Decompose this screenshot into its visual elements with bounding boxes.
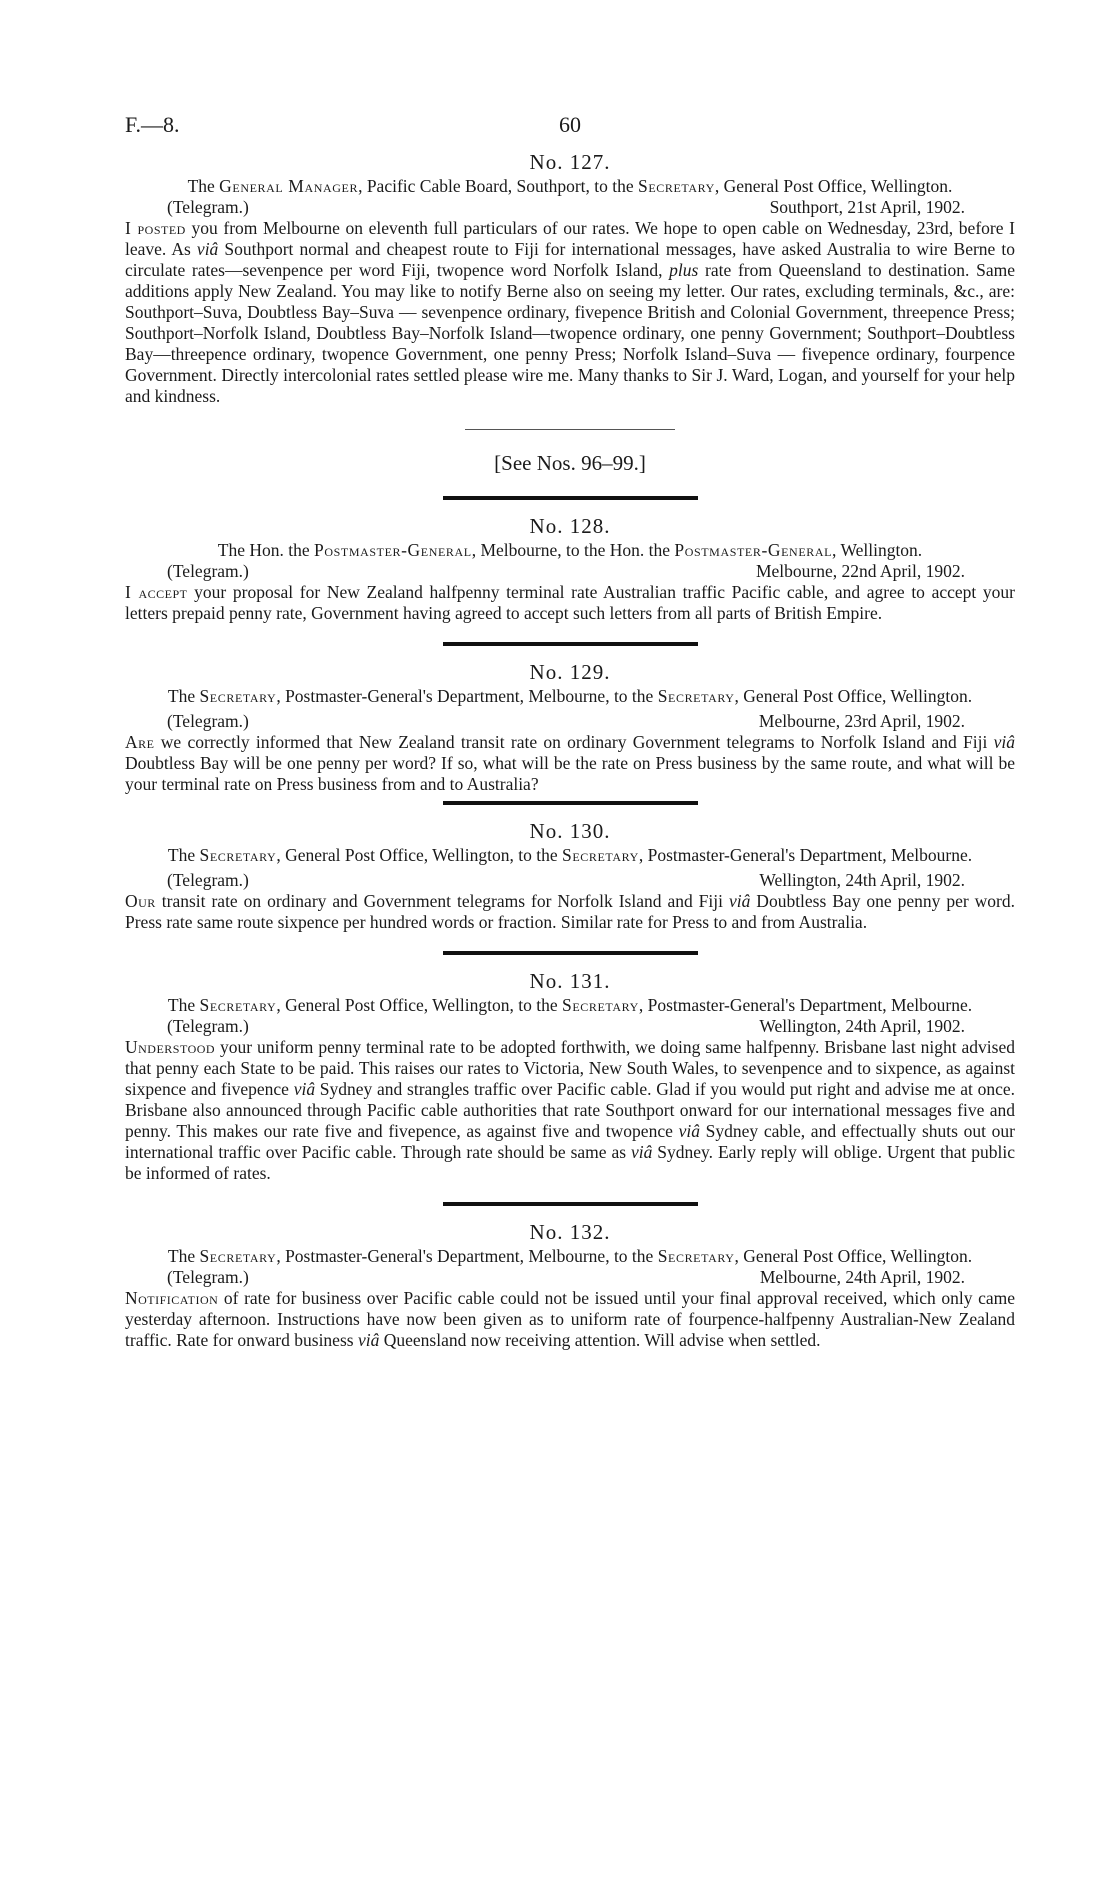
thin-divider <box>465 429 675 430</box>
section-title: No. 130. <box>529 819 611 843</box>
section-title: No. 132. <box>529 1220 611 1244</box>
section-address: The Secretary, General Post Office, Wellington, to the Secretary, Postmaster-General's Department, Melbourne. <box>167 995 973 1015</box>
message-body: Understood your uniform penny terminal rate to be adopted forthwith, we doing same halfpenny. Brisbane last night advised that penny each State to be paid. This raises our rates to Victoria, New South Wales, to sevenpence and to sixpence, as against sixpence and fivepence viâ Sydney and strangles traffic over Pacific cable. Glad if you would put right and advise me at once. Brisbane also announced through Pacific cable authorities that rate Southport onward for our international messages five and penny. This makes our rate five and fivepence, as against five and twopence viâ Sydney cable, and effectually shuts out our international traffic over Pacific cable. Through rate should be same as viâ Sydney. Early reply will oblige. Urgent that public be informed of rates. <box>125 1037 1016 1183</box>
telegram-line <box>125 870 1015 891</box>
document-page <box>125 108 1015 1351</box>
section-divider <box>443 1202 698 1206</box>
page-header <box>125 108 1015 148</box>
section-title: No. 128. <box>529 514 611 538</box>
message-body: I accept your proposal for New Zealand halfpenny terminal rate Australian traffic Pacific cable, and agree to accept your letters prepaid penny rate, Government having agreed to accept such letters from all parts of British Empire. <box>125 582 1015 623</box>
cross-reference: [See Nos. 96–99.] <box>494 451 646 475</box>
page-number: 60 <box>559 112 581 137</box>
document-reference: F.—8. <box>125 112 180 137</box>
dateline: Southport, 21st April, 1902. <box>769 197 965 217</box>
section-address: The Secretary, General Post Office, Wellington, to the Secretary, Postmaster-General's Department, Melbourne. <box>167 845 973 865</box>
telegram-label: (Telegram.) <box>167 711 249 731</box>
telegram-section-132 <box>125 1218 1015 1351</box>
telegram-section-130 <box>125 817 1015 933</box>
section-divider <box>443 801 698 805</box>
section-divider <box>443 496 698 500</box>
dateline: Wellington, 24th April, 1902. <box>759 1016 965 1036</box>
telegram-label: (Telegram.) <box>167 197 249 217</box>
telegram-label: (Telegram.) <box>167 561 249 581</box>
telegram-section-128 <box>125 512 1015 624</box>
telegram-section-127 <box>125 148 1015 407</box>
telegram-line <box>125 1016 1015 1037</box>
telegram-label: (Telegram.) <box>167 1016 249 1036</box>
section-title: No. 129. <box>529 660 611 684</box>
telegram-line <box>125 1267 1015 1288</box>
dateline: Melbourne, 22nd April, 1902. <box>755 561 965 581</box>
dateline: Wellington, 24th April, 1902. <box>759 870 965 890</box>
section-title: No. 131. <box>529 969 611 993</box>
telegram-label: (Telegram.) <box>167 870 249 890</box>
telegram-section-131 <box>125 967 1015 1184</box>
telegram-section-129 <box>125 658 1015 795</box>
section-address: The Secretary, Postmaster-General's Department, Melbourne, to the Secretary, General Post Office, Wellington. <box>167 1246 973 1266</box>
telegram-label: (Telegram.) <box>167 1267 249 1287</box>
telegram-line <box>125 561 1015 582</box>
message-body: Notification of rate for business over Pacific cable could not be issued until your final approval received, which only came yesterday afternoon. Instructions have now been given as to uniform rate of fourpence-halfpenny Australian-New Zealand traffic. Rate for onward business viâ Queensland now receiving attention. Will advise when settled. <box>125 1288 1015 1350</box>
telegram-line <box>125 197 1015 218</box>
section-address: The Secretary, Postmaster-General's Department, Melbourne, to the Secretary, General Post Office, Wellington. <box>167 686 973 706</box>
section-address: The General Manager, Pacific Cable Board, Southport, to the Secretary, General Post Office, Wellington. <box>187 176 953 196</box>
dateline: Melbourne, 24th April, 1902. <box>759 1267 965 1287</box>
message-body: Are we correctly informed that New Zealand transit rate on ordinary Government telegrams to Norfolk Island and Fiji viâ Doubtless Bay will be one penny per word? If so, what will be the rate on Press business by the same route, and what will be your terminal rate on Press business from and to Australia? <box>125 732 1015 794</box>
message-body: I posted you from Melbourne on eleventh full particulars of our rates. We hope to open cable on Wednesday, 23rd, before I leave. As viâ Southport normal and cheapest route to Fiji for international messages, have asked Australia to wire Berne to circulate rates—sevenpence per word Fiji, twopence word Norfolk Island, plus rate from Queensland to destination. Same additions apply New Zealand. You may like to notify Berne also on seeing my letter. Our rates, excluding terminals, &c., are: Southport–Suva, Doubtless Bay–Suva — sevenpence ordinary, fivepence British and Colonial Government, threepence Press; Southport–Norfolk Island, Doubtless Bay–Norfolk Island—twopence ordinary, one penny Government; Southport–Doubtless Bay—threepence ordinary, twopence Government, one penny Press; Norfolk Island–Suva — fivepence ordinary, fourpence Government. Directly intercolonial rates settled please wire me. Many thanks to Sir J. Ward, Logan, and yourself for your help and kindness. <box>125 218 1015 406</box>
section-divider <box>443 642 698 646</box>
section-address: The Hon. the Postmaster-General, Melbourne, to the Hon. the Postmaster-General, Wellington. <box>217 540 923 560</box>
section-divider <box>443 951 698 955</box>
dateline: Melbourne, 23rd April, 1902. <box>758 711 965 731</box>
section-title: No. 127. <box>529 150 611 174</box>
message-body: Our transit rate on ordinary and Government telegrams for Norfolk Island and Fiji viâ Doubtless Bay one penny per word. Press rate same route sixpence per hundred words or fraction. Similar rate for Press to and from Australia. <box>125 891 1015 932</box>
telegram-line <box>125 711 1015 732</box>
